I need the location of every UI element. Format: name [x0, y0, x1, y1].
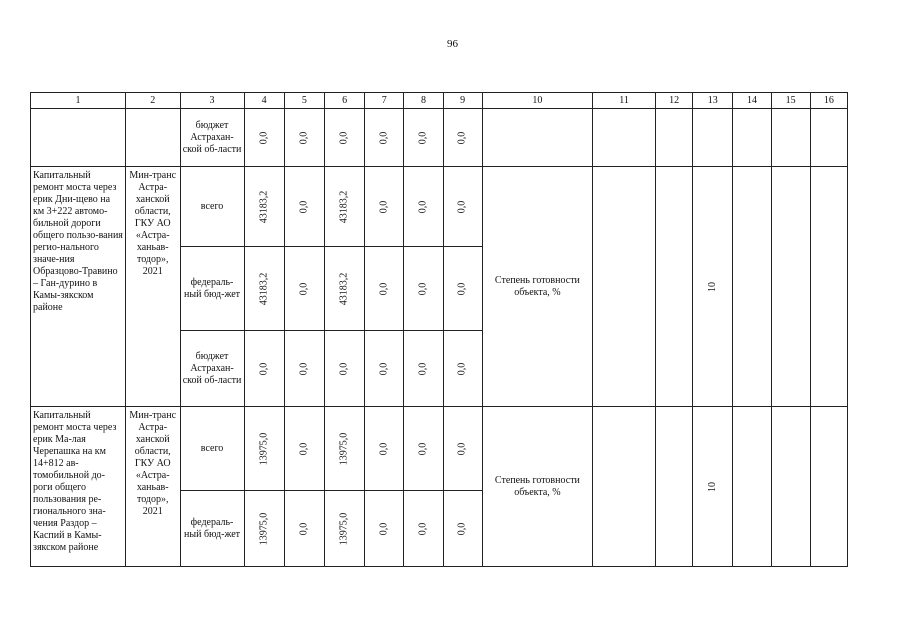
value-cell: 0,0: [443, 109, 482, 167]
funding-source-label: бюджет Астрахан-ской об-ласти: [180, 109, 244, 167]
target-value: 10: [693, 167, 733, 407]
value-cell: 0,0: [365, 491, 404, 567]
empty-cell: [733, 167, 771, 407]
value-cell: 0,0: [404, 247, 443, 331]
object-name: Капитальный ремонт моста через ерик Дни-щево на км 3+222 автомо-бильной дороги общего пользо-вания регио-нального значе-ния Образцово-Травино – Ган-дурино в Камы-зякском районе: [31, 167, 126, 407]
object-executor: Мин-транс Астра-ханской области, ГКУ АО «Астра-ханьав-тодор», 2021: [125, 167, 180, 407]
value-cell: 0,0: [404, 407, 443, 491]
value-cell: 0,0: [404, 109, 443, 167]
header-cell: 13: [693, 93, 733, 109]
empty-cell: [656, 109, 693, 167]
header-cell: 12: [656, 93, 693, 109]
value-cell: 0,0: [324, 109, 364, 167]
budget-table: [30, 92, 848, 567]
value-cell: 0,0: [404, 331, 443, 407]
value-cell: 0,0: [324, 331, 364, 407]
header-cell: 5: [284, 93, 324, 109]
page-number: 96: [447, 38, 458, 50]
value-cell: 0,0: [404, 491, 443, 567]
empty-cell: [771, 167, 810, 407]
funding-source-label: бюджет Астрахан-ской об-ласти: [180, 331, 244, 407]
header-cell: 11: [593, 93, 656, 109]
value-cell: 0,0: [443, 167, 482, 247]
header-cell: 10: [482, 93, 592, 109]
value-cell: 0,0: [443, 407, 482, 491]
empty-cell: [771, 109, 810, 167]
header-cell: 9: [443, 93, 482, 109]
value-cell: 0,0: [443, 331, 482, 407]
value-cell: 13975,0: [324, 407, 364, 491]
header-cell: 15: [771, 93, 810, 109]
value-cell: 13975,0: [244, 407, 284, 491]
empty-cell: [593, 167, 656, 407]
value-cell: 0,0: [284, 491, 324, 567]
executor-cell: [125, 109, 180, 167]
header-row: [31, 93, 848, 109]
header-cell: 14: [733, 93, 771, 109]
value-cell: 0,0: [284, 331, 324, 407]
value-cell: 0,0: [365, 247, 404, 331]
empty-cell: [771, 407, 810, 567]
empty-cell: [733, 109, 771, 167]
value-cell: 43183,2: [244, 247, 284, 331]
funding-source-label: всего: [180, 167, 244, 247]
empty-cell: [593, 407, 656, 567]
value-cell: 0,0: [244, 331, 284, 407]
indicator-name: Степень готовности объекта, %: [482, 407, 592, 567]
value-cell: 43183,2: [324, 167, 364, 247]
indicator-name: Степень готовности объекта, %: [482, 167, 592, 407]
indicator-cell: [482, 109, 592, 167]
value-cell: 0,0: [365, 167, 404, 247]
target-value: 10: [693, 407, 733, 567]
empty-cell: [810, 167, 847, 407]
header-cell: 3: [180, 93, 244, 109]
empty-cell: [593, 109, 656, 167]
value-cell: 0,0: [404, 167, 443, 247]
object-name-cell: [31, 109, 126, 167]
value-cell: 0,0: [284, 167, 324, 247]
value-cell: 0,0: [365, 331, 404, 407]
header-cell: 4: [244, 93, 284, 109]
empty-cell: [656, 407, 693, 567]
empty-cell: [810, 407, 847, 567]
empty-cell: [810, 109, 847, 167]
header-cell: 16: [810, 93, 847, 109]
table-row: [31, 167, 848, 247]
value-cell: 0,0: [284, 109, 324, 167]
empty-cell: [733, 407, 771, 567]
funding-source-label: всего: [180, 407, 244, 491]
value-cell: 0,0: [443, 247, 482, 331]
value-cell: 0,0: [284, 247, 324, 331]
value-cell: 0,0: [365, 407, 404, 491]
header-cell: 7: [365, 93, 404, 109]
funding-source-label: федераль-ный бюд-жет: [180, 491, 244, 567]
object-executor: Мин-транс Астра-ханской области, ГКУ АО «Астра-ханьав-тодор», 2021: [125, 407, 180, 567]
header-cell: 8: [404, 93, 443, 109]
value-cell: 13975,0: [324, 491, 364, 567]
header-cell: 2: [125, 93, 180, 109]
table-row: [31, 109, 848, 167]
value-cell: 13975,0: [244, 491, 284, 567]
object-name: Капитальный ремонт моста через ерик Ма-лая Черепашка на км 14+812 ав-томобильной до-роги общего пользования ре-гионального зна-чения Раздор – Каспий в Камы-зякском районе: [31, 407, 126, 567]
value-cell: 0,0: [365, 109, 404, 167]
empty-cell: [656, 167, 693, 407]
header-cell: 1: [31, 93, 126, 109]
funding-source-label: федераль-ный бюд-жет: [180, 247, 244, 331]
value-cell: 0,0: [244, 109, 284, 167]
value-cell: 0,0: [443, 491, 482, 567]
empty-cell: [693, 109, 733, 167]
value-cell: 0,0: [284, 407, 324, 491]
header-cell: 6: [324, 93, 364, 109]
table-row: [31, 407, 848, 491]
value-cell: 43183,2: [244, 167, 284, 247]
value-cell: 43183,2: [324, 247, 364, 331]
